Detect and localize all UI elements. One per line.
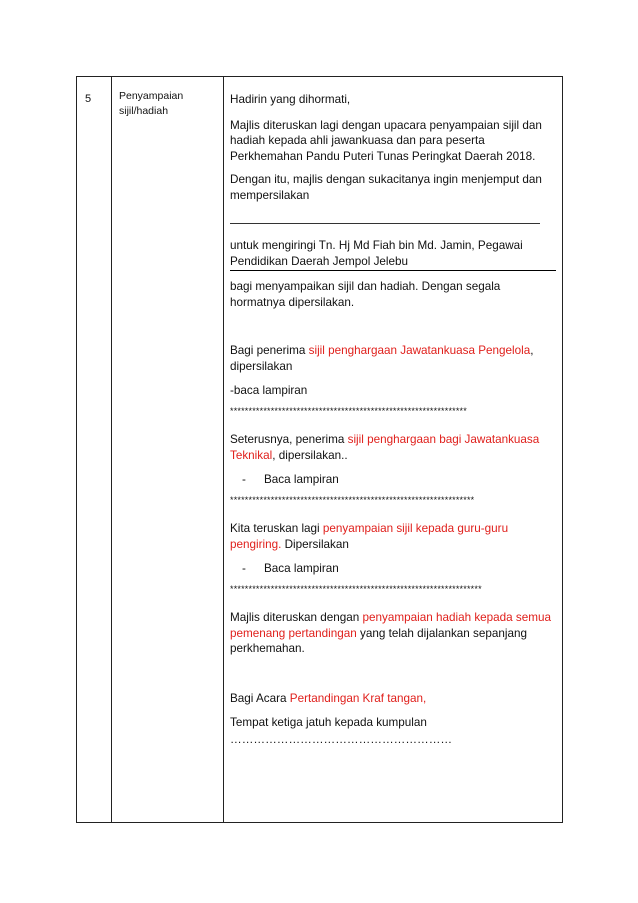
read-attachment-2-label: Baca lampiran — [264, 473, 339, 486]
table-row — [77, 77, 563, 823]
award-committee-paragraph — [230, 343, 556, 374]
craft-event-line — [230, 691, 556, 707]
award-winners-highlight: penyampaian hadiah kepada semua pemenang pertandingan — [230, 611, 551, 640]
third-place-blank: ………………………………………………… — [230, 732, 453, 746]
award-winners-post: yang telah dijalankan sepanjang perkhemahan. — [230, 626, 527, 655]
award-technical-highlight: sijil penghargaan bagi Jawatankuasa Teknikal — [230, 433, 540, 462]
read-attachment-3 — [230, 561, 556, 577]
award-winners-pre: Majlis diteruskan dengan — [230, 611, 363, 624]
guest-paragraph: untuk mengiringi Tn. Hj Md Fiah bin Md. Jamin, Pegawai Pendidikan Daerah Jempol Jelebu — [230, 238, 556, 271]
script-content — [224, 92, 562, 747]
craft-event-highlight: Pertandingan Kraf tangan, — [289, 691, 427, 705]
read-attachment-2 — [230, 472, 556, 488]
award-teachers-paragraph — [230, 521, 556, 552]
award-teachers-highlight: penyampaian sijil kepada guru-guru pengiring. — [230, 522, 509, 551]
script-cell — [224, 77, 563, 823]
greeting-text: Hadirin yang dihormati, — [230, 93, 351, 106]
separator-stars-1: **************************************************************** — [230, 405, 467, 416]
purpose-paragraph: bagi menyampaikan sijil dan hadiah. Dengan segala hormatnya dipersilakan. — [230, 280, 501, 309]
intro-paragraph: Majlis diteruskan lagi dengan upacara penyampaian sijil dan hadiah kepada ahli jawankuasa dan para peserta Perkhemahan Pandu Puteri Tunas Peringkat Daerah 2018. — [230, 118, 542, 163]
bullet-dash: - — [242, 473, 246, 486]
third-place-line: Tempat ketiga jatuh kepada kumpulan — [230, 716, 427, 729]
award-technical-paragraph — [230, 432, 556, 463]
bullet-dash: - — [242, 562, 246, 575]
award-winners-paragraph — [230, 610, 556, 657]
award-committee-post: , dipersilakan — [230, 344, 534, 373]
award-teachers-post: Dipersilakan — [281, 537, 349, 551]
read-attachment-1: -baca lampiran — [230, 384, 308, 397]
program-table — [76, 76, 563, 823]
topic-label — [112, 77, 223, 119]
read-attachment-3-label: Baca lampiran — [264, 562, 339, 575]
award-teachers-pre: Kita teruskan lagi — [230, 522, 323, 535]
award-committee-pre: Bagi penerima — [230, 344, 309, 357]
row-number: 5 — [85, 93, 92, 105]
separator-stars-2: ****************************************************************** — [230, 494, 475, 505]
blank-name-line — [230, 217, 540, 224]
separator-stars-3: ******************************************************************** — [230, 583, 482, 594]
topic-line-1: Penyampaian — [119, 90, 184, 102]
number-cell — [77, 77, 112, 823]
topic-line-2: sijil/hadiah — [119, 105, 169, 117]
award-technical-post: , dipersilakan.. — [272, 448, 348, 462]
craft-event-pre: Bagi Acara — [230, 691, 290, 705]
award-technical-pre: Seterusnya, penerima — [230, 433, 348, 446]
award-committee-highlight: sijil penghargaan Jawatankuasa Pengelola — [308, 344, 531, 357]
invite-paragraph: Dengan itu, majlis dengan sukacitanya ingin menjemput dan mempersilakan — [230, 173, 542, 202]
topic-cell — [112, 77, 224, 823]
